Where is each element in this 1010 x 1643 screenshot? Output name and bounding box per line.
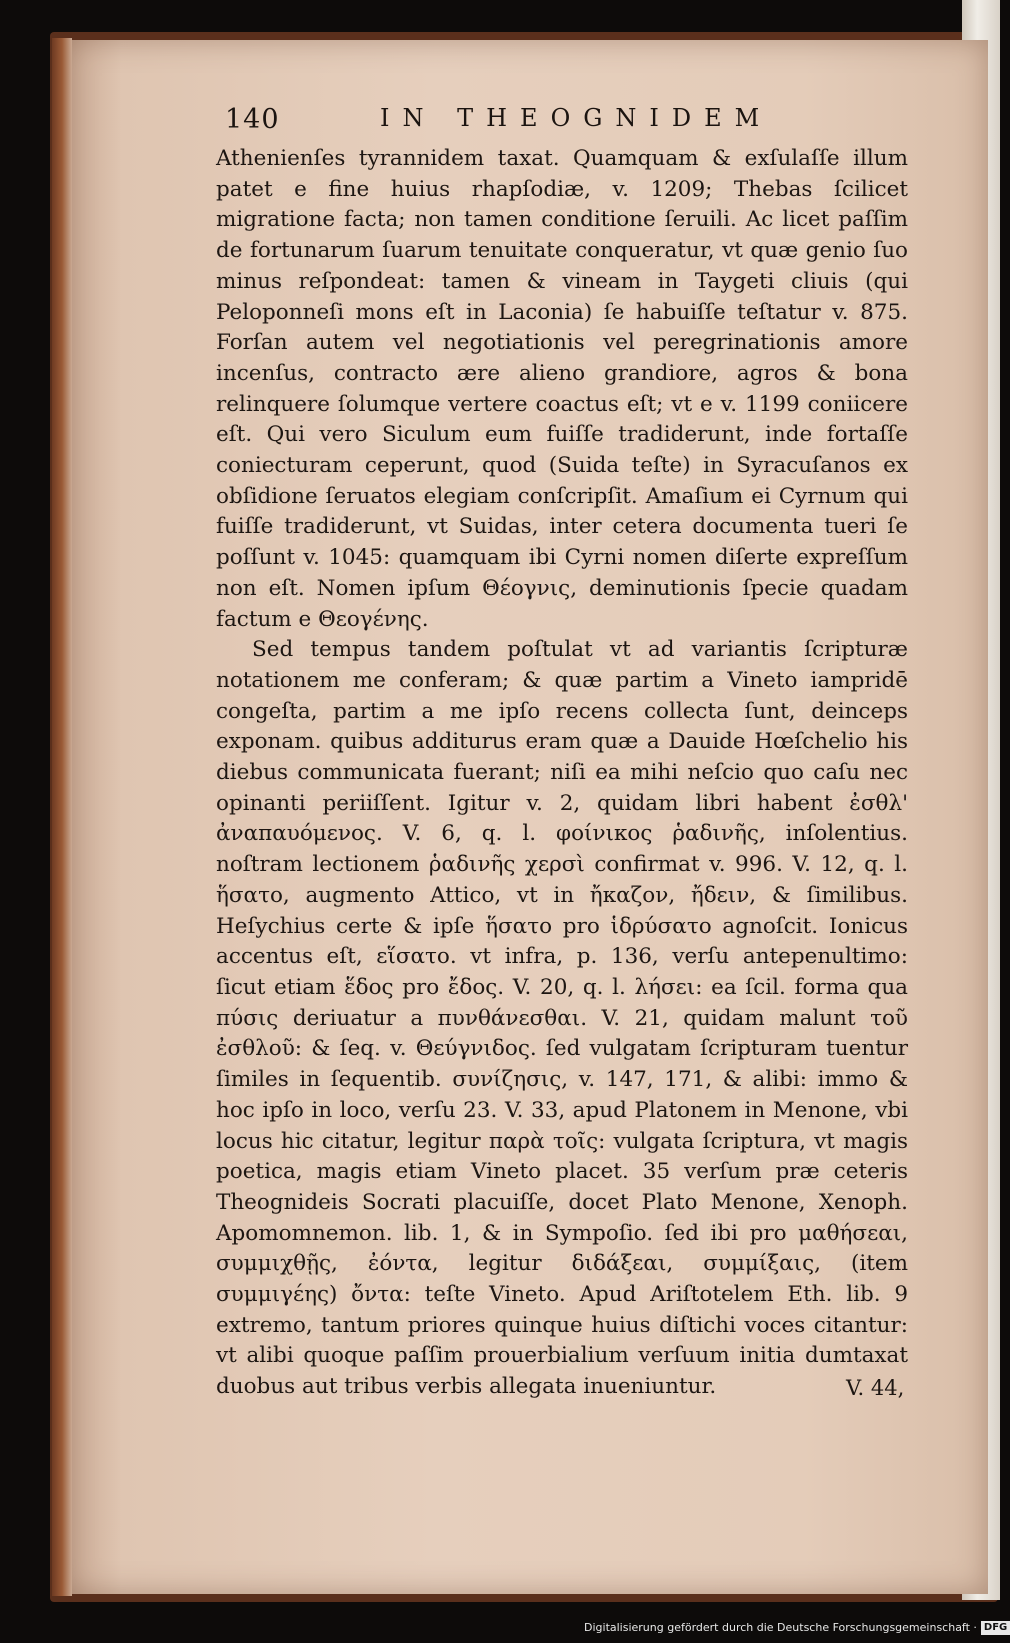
page-body <box>216 144 908 1403</box>
credit-text: Digitalisierung gefördert durch die Deutsche Forschungsgemeinschaft · <box>584 1621 977 1634</box>
page-header <box>225 104 945 140</box>
running-title: IN THEOGNIDEM <box>380 104 773 132</box>
page-number: 140 <box>225 104 280 135</box>
dfg-logo: DFG <box>981 1621 1010 1635</box>
digitization-credit <box>584 1619 1010 1637</box>
page-gutter <box>52 38 72 1596</box>
paragraph-1: Athenienſes tyrannidem taxat. Quamquam & exſulaſſe illum patet e fine huius rhapſodiæ, v. 1209; Thebas ſcilicet migratione facta; non tamen conditione ſeruili. Ac licet paſſim de fortunarum ſuarum tenuitate conqueratur, vt quæ genio ſuo minus reſpondeat: tamen & vineam in Taygeti cliuis (qui Peloponneſi mons eſt in Laconia) ſe habuiſſe teſtatur v. 875. Forſan autem vel negotiationis vel peregrinationis amore incenſus, contracto ære alieno grandiore, agros & bona relinquere ſolumque vertere coactus eſt; vt e v. 1199 coniicere eſt. Qui vero Siculum eum fuiſſe tradiderunt, inde fortaſſe coniecturam ceperunt, quod (Suida teſte) in Syracuſanos ex obſidione ſeruatos elegiam conſcripſit. Amaſium ei Cyrnum qui fuiſſe tradiderunt, vt Suidas, inter cetera documenta tueri ſe poſſunt v. 1045: quamquam ibi Cyrni nomen diſerte expreſſum non eſt. Nomen ipſum Θέογνις, deminutionis ſpecie quadam factum e Θεογένης. <box>216 146 908 632</box>
catchword: V. 44, <box>846 1376 905 1400</box>
paragraph-2: Sed tempus tandem poſtulat vt ad variantis ſcripturæ notationem me conferam; & quæ partim a Vineto iampridē congeſta, partim a me ipſo recens collecta ſunt, deinceps exponam. quibus additurus eram quæ a Dauide Hœſchelio his diebus communicata fuerant; niſi ea mihi neſcio quo caſu nec opinanti periiſſent. Igitur v. 2, quidam libri habent ἐσθλ' ἀναπαυόμενος. V. 6, q. l. φοίνικος ῥαδινῆς, inſolentius. noſtram lectionem ῥαδινῆς χερσὶ confirmat v. 996. V. 12, q. l. ἥσατο, augmento Attico, vt in ἤκαζον, ἤδειν, & ſimilibus. Heſychius certe & ipſe ἥσατο pro ἱδρύσατο agnoſcit. Ionicus accentus eſt, εἵσατο. vt infra, p. 136, verſu antepenultimo: ſicut etiam ἕδος pro ἔδος. V. 20, q. l. λήσει: ea ſcil. forma qua πύσις deriuatur a πυνθάνεσθαι. V. 21, quidam malunt τοῦ ἐσθλοῦ: & ſeq. v. Θεύγνιδος. ſed vulgatam ſcripturam tuentur ſimiles in ſequentib. συνίζησις, v. 147, 171, & alibi: immo & hoc ipſo in loco, verſu 23. V. 33, apud Platonem in Menone, vbi locus hic citatur, legitur παρὰ τοῖς: vulgata ſcriptura, vt magis poetica, magis etiam Vineto placet. 35 verſum præ ceteris Theognideis Socrati placuiſſe, docet Plato Menone, Xenoph. Apomomnemon. lib. 1, & in Sympoſio. ſed ibi pro μαθήσεαι, συμμιχθῇς, ἐόντα, legitur διδάξεαι, συμμίξαις, (item συμμιγέης) ὄντα: teſte Vineto. Apud Ariſtotelem Eth. lib. 9 extremo, tantum priores quinque huius diſtichi voces citantur: vt alibi quoque paſſim prouerbialium verſuum initia dumtaxat duobus aut tribus verbis allegata inueniuntur. <box>216 637 908 1400</box>
